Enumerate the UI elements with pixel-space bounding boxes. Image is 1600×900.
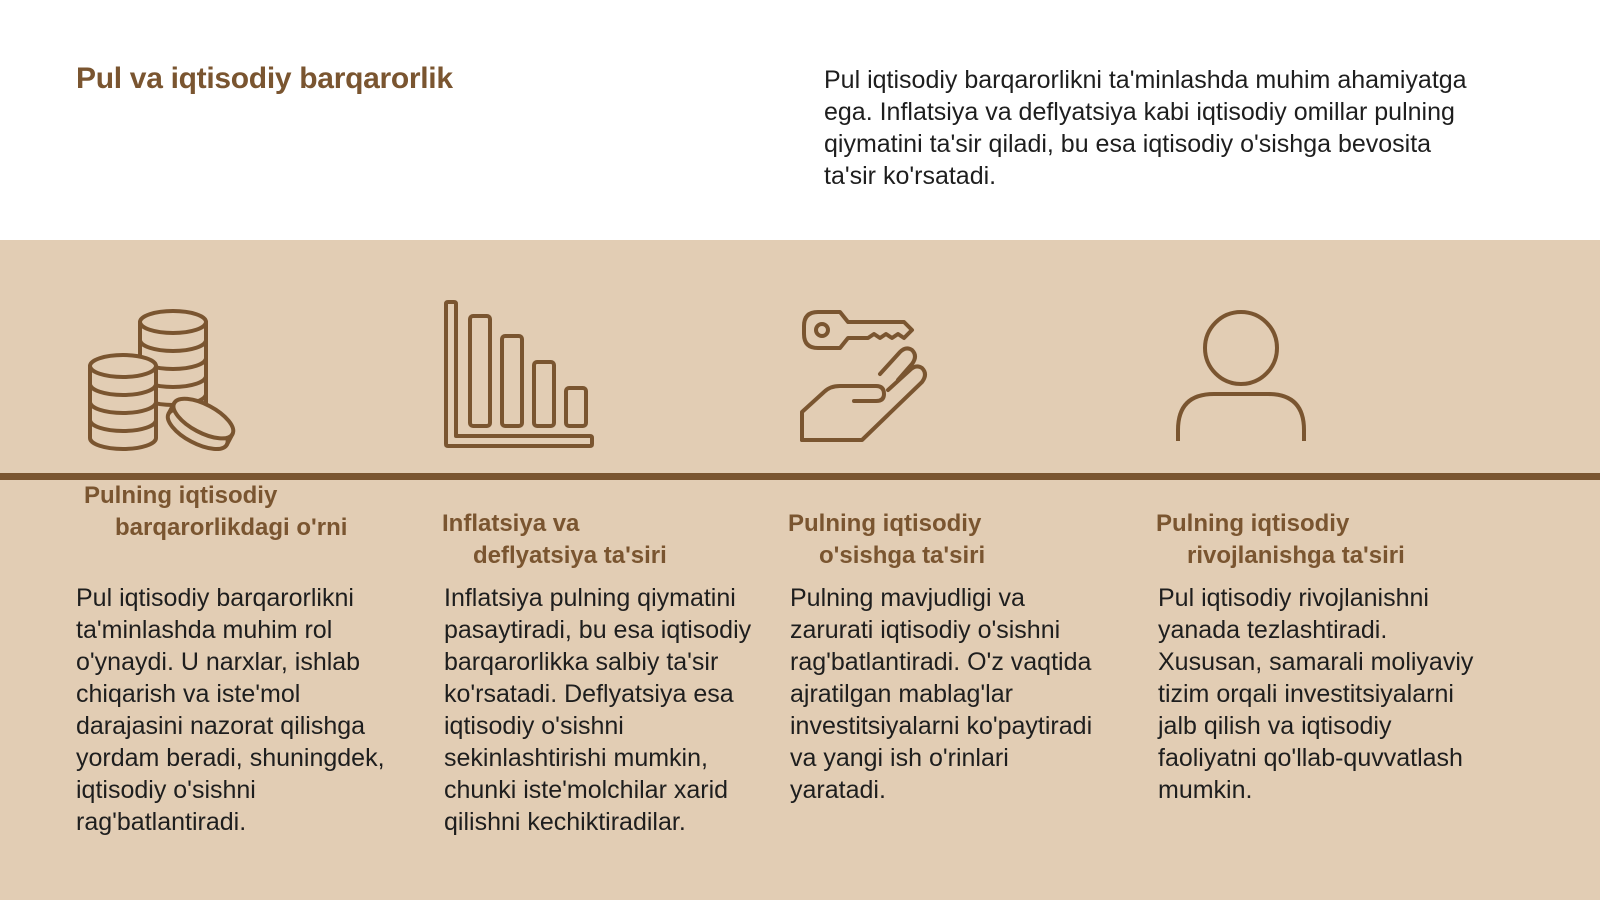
column-title-1-line1: Pulning iqtisodiy: [84, 482, 278, 509]
column-title-1: [84, 480, 424, 544]
column-title-4-line2: rivojlanishga ta'siri: [1187, 542, 1405, 569]
column-title-3-line2: o'sishga ta'siri: [819, 542, 986, 569]
column-title-3-line1: Pulning iqtisodiy: [788, 510, 982, 537]
column-title-2-line2: deflyatsiya ta'siri: [473, 542, 667, 569]
column-text-2: Inflatsiya pulning qiymatini pasaytiradi, bu esa iqtisodiy barqarorlikka salbiy ta'sir ko'rsatadi. Deflyatsiya esa iqtisodiy o'sishni sekinlashtirishi mumkin, chunki iste'molchilar xarid qilishni kechiktiradilar.: [444, 584, 752, 836]
column-text-1: Pul iqtisodiy barqarorlikni ta'minlashda muhim rol o'ynaydi. U narxlar, ishlab chiqarish va iste'mol darajasini nazorat qilishga yordam beradi, shuningdek, iqtisodiy o'sishni rag'batlantiradi.: [76, 584, 385, 836]
column-text-4: Pul iqtisodiy rivojlanishni yanada tezlashtiradi. Xususan, samarali moliyaviy tizim orqali investitsiyalarni jalb qilish va iqtisodiy faoliyatni qo'llab-quvvatlash mumkin.: [1158, 584, 1474, 804]
column-title-2: [442, 508, 782, 572]
divider-line: [0, 473, 1600, 480]
intro-paragraph: Pul iqtisodiy barqarorlikni ta'minlashda muhim ahamiyatga ega. Inflatsiya va deflyatsiya kabi iqtisodiy omillar pulning qiymatini ta'sir qiladi, bu esa iqtisodiy o'sishga bevosita ta'sir ko'rsatadi.: [824, 66, 1467, 190]
column-title-2-line1: Inflatsiya va: [442, 510, 580, 537]
column-title-1-line2: barqarorlikdagi o'rni: [115, 514, 348, 541]
bar-chart-icon: [444, 300, 596, 450]
column-title-4-line1: Pulning iqtisodiy: [1156, 510, 1350, 537]
column-text-3: Pulning mavjudligi va zarurati iqtisodiy o'sishni rag'batlantiradi. O'z vaqtida ajratilgan mablag'lar investitsiyalarni ko'paytiradi va yangi ish o'rinlari yaratadi.: [790, 584, 1093, 804]
column-title-4: [1156, 508, 1496, 572]
key-in-hand-icon: [798, 308, 936, 444]
page-title: Pul va iqtisodiy barqarorlik: [76, 62, 453, 95]
person-icon: [1176, 310, 1306, 442]
coins-stack-icon: [86, 308, 242, 456]
column-title-3: [788, 508, 1128, 572]
